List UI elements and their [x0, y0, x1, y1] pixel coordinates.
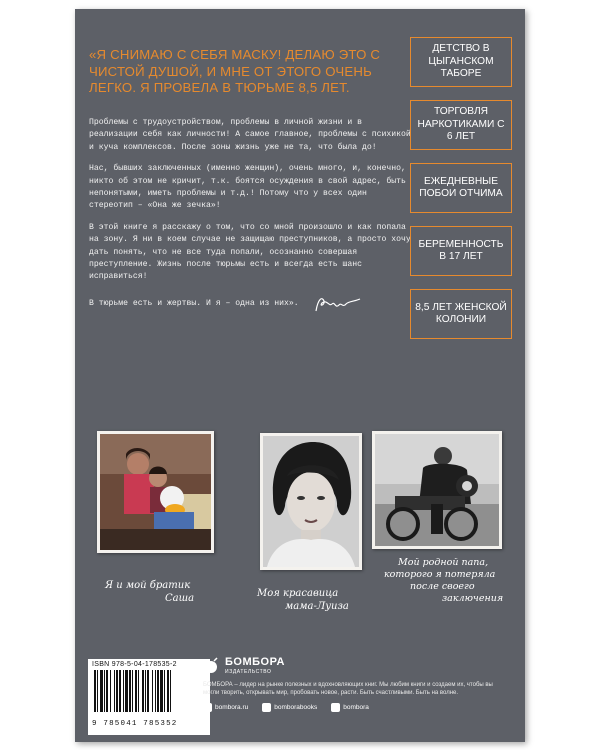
publisher-link-site[interactable]: bombora.ru [203, 703, 248, 712]
social-icon [331, 703, 340, 712]
cover-bottom-strip [75, 652, 525, 742]
photo-children-with-toy [97, 431, 214, 553]
cover-quote: «Я СНИМАЮ С СЕБЯ МАСКУ! ДЕЛАЮ ЭТО С ЧИСТОЙ ДУШОЙ, И МНЕ ОТ ЭТОГО ОЧЕНЬ ЛЕГКО. Я ПРОВЕЛА В ТЮРЬМЕ 8,5 ЛЕТ. [89, 47, 381, 95]
author-signature [313, 293, 363, 315]
caption-right-line-4: заключения [442, 593, 504, 604]
isbn-text: ISBN 978-5-04-178535-2 [92, 661, 177, 668]
caption-right-line-1: Мой родной папа, [398, 557, 489, 568]
caption-left-line-1: Я и мой братик [105, 580, 191, 591]
barcode-box [88, 659, 210, 735]
caption-middle [257, 587, 349, 613]
publisher-link-social-2[interactable]: bombora [331, 703, 369, 712]
publisher-description: БОМБОРА – лидер на рынке полезных и вдохновляющих книг. Мы любим книги и создаем их, чтобы вы могли творить, открывать мир, пробовать новое, расти. Быть счастливыми. Быть на волне. [203, 682, 493, 696]
publisher-block [203, 656, 503, 712]
bomb-logo-icon [203, 657, 221, 675]
paragraph-1: Проблемы с трудоустройством, проблемы в личной жизни и в реализации себя как личности! А самое главное, проблемы с психикой и куча комплексов. После зоны жизнь уже не та, что была до! [89, 118, 411, 152]
social-icon [262, 703, 271, 712]
cover-body-text [89, 117, 411, 315]
book-back-cover [75, 9, 525, 742]
caption-right [380, 557, 503, 605]
caption-middle-line-2: мама-Луиза [285, 601, 349, 612]
highlight-box: БЕРЕМЕННОСТЬ В 17 ЛЕТ [410, 226, 512, 276]
paragraph-2: Нас, бывших заключенных (именно женщин), очень много, и, конечно, никто об этом не кричит, т.к. боятся осуждения в свой адрес, быть непонятыми, иметь проблемы и т.д.! Потому что у всех один стереотип – «Она же зечка»! [89, 164, 406, 211]
paragraph-3: В этой книге я расскажу о том, что со мной произошло и как попала на зону. Я ни в коем случае не защищаю преступников, а просто хочу дать понять, что не все туда попали, осознанно совершая преступление. Жизнь после тюрьмы есть и всегда есть шанс исправиться! [89, 222, 411, 282]
highlight-boxes [410, 37, 512, 352]
barcode-number: 9 785041 785352 [92, 720, 178, 728]
photo-mother-portrait [260, 433, 362, 570]
barcode-icon [92, 668, 206, 714]
caption-right-line-3: после своего [410, 581, 475, 592]
globe-icon [203, 703, 212, 712]
caption-left [105, 579, 194, 605]
publisher-logo [203, 656, 503, 675]
caption-middle-line-1: Моя красавица [257, 588, 339, 599]
caption-left-line-2: Саша [165, 593, 195, 604]
closing-line [89, 293, 411, 315]
publisher-sub: ИЗДАТЕЛЬСТВО [225, 669, 272, 675]
highlight-box: 8,5 ЛЕТ ЖЕНСКОЙ КОЛОНИИ [410, 289, 512, 339]
photo-father-motorcycle [372, 431, 502, 549]
publisher-links [203, 703, 503, 712]
publisher-name: БОМБОРА [225, 656, 285, 668]
highlight-box: ЕЖЕДНЕВНЫЕ ПОБОИ ОТЧИМА [410, 163, 512, 213]
highlight-box: ТОРГОВЛЯ НАРКОТИКАМИ С 6 ЛЕТ [410, 100, 512, 150]
closing-text: В тюрьме есть и жертвы. И я – одна из них». [89, 298, 299, 308]
caption-right-line-2: которого я потеряла [384, 569, 496, 580]
highlight-box: ДЕТСТВО В ЦЫГАНСКОМ ТАБОРЕ [410, 37, 512, 87]
publisher-link-social-1[interactable]: bomborabooks [262, 703, 317, 712]
